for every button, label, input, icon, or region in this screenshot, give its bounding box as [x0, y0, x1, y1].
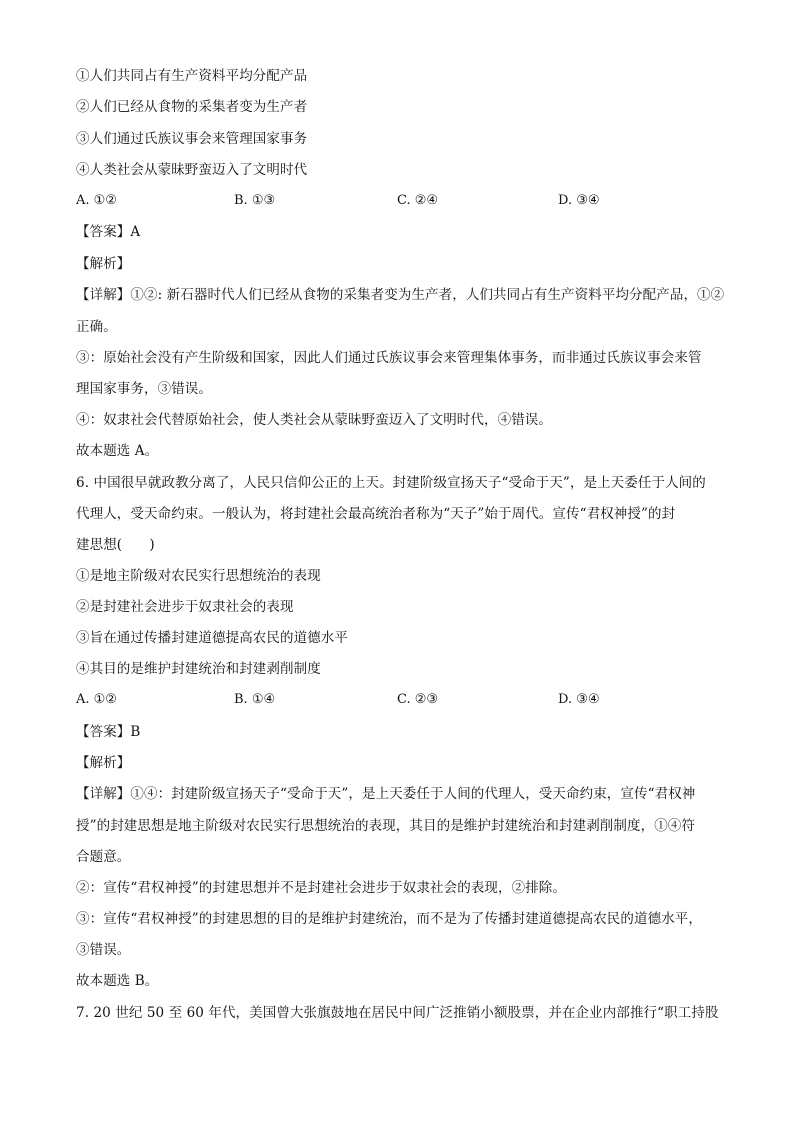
q6-detail-line-3: 合题意。 — [76, 849, 131, 865]
q6-answer-label: 【答案】 — [76, 724, 131, 740]
q5-choice-a: A. ①② — [76, 193, 117, 208]
q6-detail-line-6: ③错误。 — [76, 942, 131, 958]
q6-analysis-label: 【解析】 — [76, 755, 131, 771]
q6-stem-line-3: 建思想( ) — [76, 537, 155, 553]
q5-detail-line-1 — [76, 287, 726, 303]
q5-detail-text-1: ①②: 新石器时代人们已经从食物的采集者变为生产者，人们共同占有生产资料平均分配产品，①② — [130, 287, 725, 303]
q6-detail-line-5: ③：宣传“君权神授”的封建思想的目的是维护封建统治，而不是为了传播封建道德提高农民的道德水平， — [76, 911, 703, 927]
q5-choice-b: B. ①③ — [234, 193, 276, 208]
q5-detail-line-5: ④：奴隶社会代替原始社会，使人类社会从蒙昧野蛮迈入了文明时代，④错误。 — [76, 412, 552, 428]
q6-option-1: ①是地主阶级对农民实行思想统治的表现 — [76, 568, 321, 584]
q6-choice-d: D. ③④ — [558, 692, 600, 707]
q5-choice-d: D. ③④ — [558, 193, 600, 208]
q5-answer-value: A — [130, 224, 141, 240]
q6-option-2: ②是封建社会进步于奴隶社会的表现 — [76, 599, 294, 615]
q6-stem-line-1: 6. 中国很早就政教分离了，人民只信仰公正的上天。封建阶级宣扬天子“受命于天”，是上天委任于人间的 — [76, 475, 706, 491]
q6-answer-value: B — [130, 724, 141, 740]
q6-choices — [76, 692, 726, 708]
q6-choice-a: A. ①② — [76, 692, 117, 707]
q5-option-4: ④人类社会从蒙昧野蛮迈入了文明时代 — [76, 162, 308, 178]
q6-detail-line-4: ②：宣传“君权神授”的封建思想并不是封建社会进步于奴隶社会的表现，②排除。 — [76, 880, 567, 896]
q5-analysis-label: 【解析】 — [76, 256, 131, 272]
q5-option-3: ③人们通过氏族议事会来管理国家事务 — [76, 131, 308, 147]
q5-detail-label: 【详解】 — [76, 287, 131, 303]
q6-detail-line-7: 故本题选 B。 — [76, 973, 159, 989]
q6-choice-c: C. ②③ — [397, 692, 439, 707]
q6-option-4: ④其目的是维护封建统治和封建剥削制度 — [76, 661, 321, 677]
q5-option-1: ①人们共同占有生产资料平均分配产品 — [76, 68, 308, 84]
q6-answer — [76, 724, 726, 740]
q5-option-2: ②人们已经从食物的采集者变为生产者 — [76, 99, 308, 115]
q6-option-3: ③旨在通过传播封建道德提高农民的道德水平 — [76, 630, 348, 646]
q6-detail-line-2: 授”的封建思想是地主阶级对农民实行思想统治的表现，其目的是维护封建统治和封建剥削制度，①④符 — [76, 818, 695, 834]
q6-detail-label: 【详解】 — [76, 786, 131, 802]
q5-answer — [76, 224, 726, 240]
q6-choice-b: B. ①④ — [234, 692, 276, 707]
q5-answer-label: 【答案】 — [76, 224, 131, 240]
q5-detail-line-4: 理国家事务，③错误。 — [76, 381, 212, 397]
q5-detail-line-3: ③：原始社会没有产生阶级和国家，因此人们通过氏族议事会来管理集体事务，而非通过氏族议事会来管 — [76, 350, 702, 366]
q6-detail-text-1: ①④：封建阶级宣扬天子“受命于天”，是上天委任于人间的代理人，受天命约束，宣传“君权神 — [130, 786, 696, 802]
q5-choices — [76, 193, 726, 209]
q5-detail-line-2: 正确。 — [76, 319, 117, 335]
q6-stem-line-2: 代理人，受天命约束。一般认为，将封建社会最高统治者称为“天子”始于周代。宣传“君权神授”的封 — [76, 506, 676, 522]
q6-detail-line-1 — [76, 786, 726, 802]
q7-stem-line-1: 7. 20 世纪 50 至 60 年代，美国曾大张旗鼓地在居民中间广泛推销小额股票，并在企业内部推行“职工持股 — [76, 1005, 719, 1021]
q5-detail-line-6: 故本题选 A。 — [76, 443, 159, 459]
q5-choice-c: C. ②④ — [397, 193, 439, 208]
